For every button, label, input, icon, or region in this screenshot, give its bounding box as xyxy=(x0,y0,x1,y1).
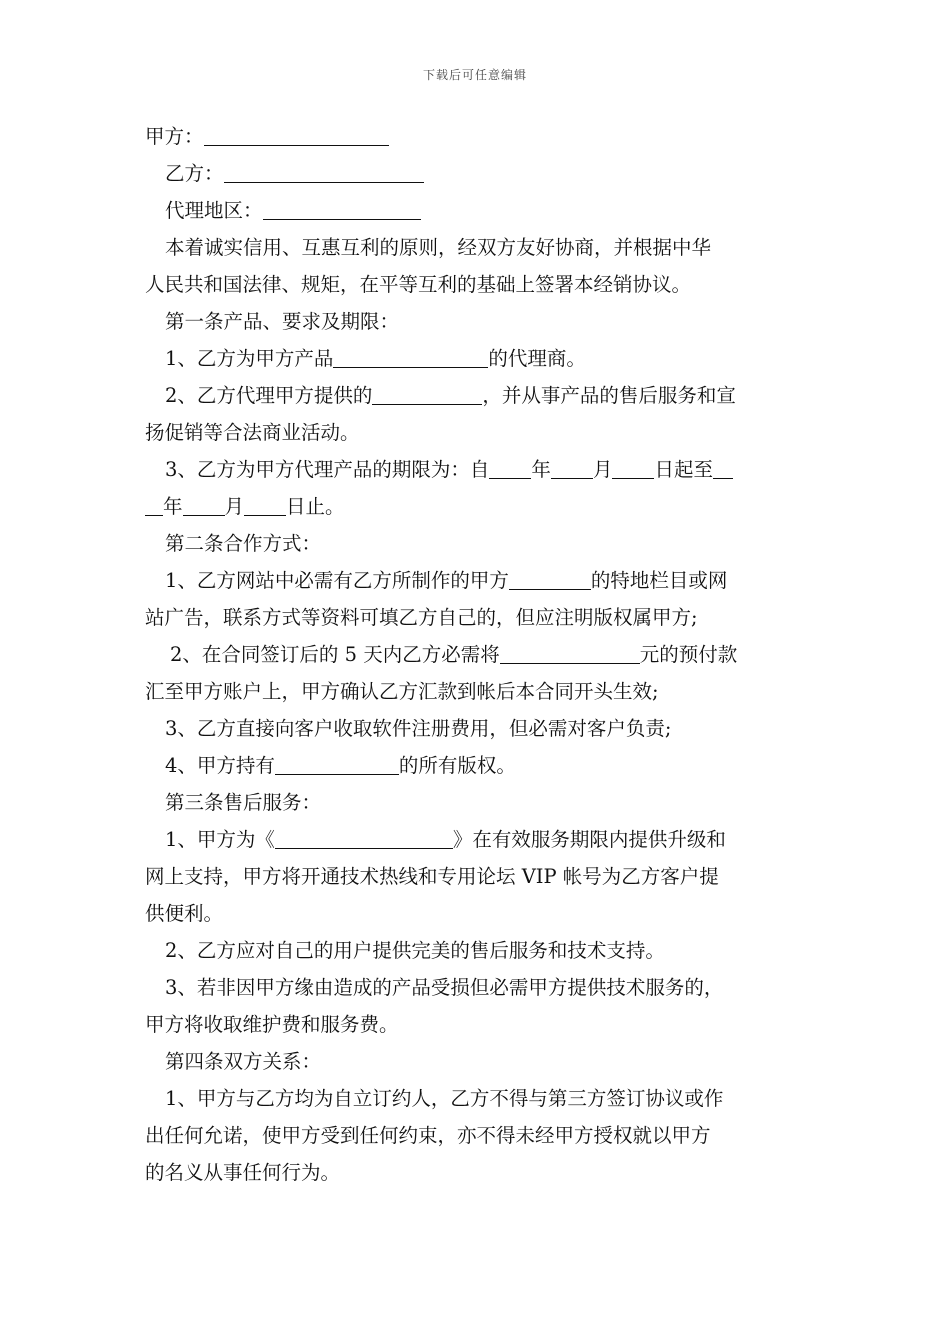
copyright-item-blank[interactable] xyxy=(275,752,399,775)
party-a-line xyxy=(145,118,810,155)
article-3-item-1 xyxy=(145,821,810,858)
text-segment: 年 xyxy=(531,458,551,481)
end-month-blank[interactable] xyxy=(183,493,225,516)
article-2-item-1 xyxy=(145,562,810,599)
text-segment: 4、甲方持有 xyxy=(165,754,275,777)
article-1-item-2-cont: 扬促销等合法商业活动。 xyxy=(145,421,360,444)
article-2-item-4 xyxy=(145,747,810,784)
text-segment: 》在有效服务期限内提供升级和 xyxy=(452,828,726,851)
article-3-item-1-cont-1: 网上支持，甲方将开通技术热线和专用论坛 VIP 帐号为乙方客户提 xyxy=(145,865,719,888)
party-b-blank[interactable] xyxy=(224,160,424,183)
text-segment: 1、甲方为《 xyxy=(165,828,275,851)
party-a-label: 甲方： xyxy=(145,125,204,148)
party-b-line xyxy=(145,155,810,192)
text-segment: 1、乙方网站中必需有乙方所制作的甲方 xyxy=(165,569,509,592)
article-2-heading: 第二条合作方式： xyxy=(165,532,322,555)
article-1-item-1 xyxy=(145,340,810,377)
agency-region-blank[interactable] xyxy=(263,197,421,220)
article-2-item-2-cont: 汇至甲方账户上，甲方确认乙方汇款到帐后本合同开头生效; xyxy=(145,680,659,703)
text-segment: 3、乙方为甲方代理产品的期限为：自 xyxy=(165,458,490,481)
article-4-item-1: 1、甲方与乙方均为自立订约人，乙方不得与第三方签订协议或作 xyxy=(165,1087,724,1110)
article-1-heading: 第一条产品、要求及期限： xyxy=(165,310,400,333)
text-segment: 日起至 xyxy=(654,458,713,481)
start-month-blank[interactable] xyxy=(551,456,593,479)
article-4-item-1-cont-1: 出任何允诺，使甲方受到任何约束，亦不得未经甲方授权就以甲方 xyxy=(145,1124,711,1147)
article-4-item-1-cont-2: 的名义从事任何行为。 xyxy=(145,1161,341,1184)
end-day-blank[interactable] xyxy=(244,493,286,516)
agency-region-label: 代理地区： xyxy=(165,199,263,222)
article-3-heading: 第三条售后服务： xyxy=(165,791,322,814)
provided-item-blank[interactable] xyxy=(372,382,482,405)
article-1-item-3-cont xyxy=(145,488,810,525)
text-segment: 2、乙方代理甲方提供的 xyxy=(165,384,373,407)
article-3-item-3-cont: 甲方将收取维护费和服务费。 xyxy=(145,1013,399,1036)
contract-body xyxy=(145,118,810,1191)
article-2-item-1-cont: 站广告，联系方式等资料可填乙方自己的，但应注明版权属甲方; xyxy=(145,606,698,629)
text-segment: 的所有版权。 xyxy=(398,754,516,777)
article-1-item-2 xyxy=(145,377,810,414)
article-1-item-3 xyxy=(145,451,810,488)
text-segment: 月 xyxy=(592,458,613,481)
text-segment: ，并从事产品的售后服务和宣 xyxy=(482,384,736,407)
text-segment: 年 xyxy=(163,495,183,518)
text-segment: 月 xyxy=(224,495,245,518)
party-a-blank[interactable] xyxy=(204,123,389,146)
article-3-item-2: 2、乙方应对自己的用户提供完美的售后服务和技术支持。 xyxy=(165,939,665,962)
article-3-item-1-cont-2: 供便利。 xyxy=(145,902,224,925)
start-year-blank[interactable] xyxy=(489,456,531,479)
end-year-blank-part2[interactable] xyxy=(145,493,163,516)
article-2-item-2 xyxy=(145,636,810,673)
article-3-item-3: 3、若非因甲方缘由造成的产品受损但必需甲方提供技术服务的， xyxy=(165,976,724,999)
preamble-line-1: 本着诚实信用、互惠互利的原则，经双方友好协商，并根据中华 xyxy=(165,236,712,259)
text-segment: 1、乙方为甲方产品 xyxy=(165,347,334,370)
product-blank[interactable] xyxy=(333,345,488,368)
prepayment-amount-blank[interactable] xyxy=(500,641,640,664)
agency-region-line xyxy=(145,192,810,229)
page-header: 下载后可任意编辑 xyxy=(422,68,527,82)
preamble-line-2: 人民共和国法律、规矩，在平等互利的基础上签署本经销协议。 xyxy=(145,273,692,296)
text-segment: 日止。 xyxy=(286,495,345,518)
start-day-blank[interactable] xyxy=(612,456,654,479)
text-segment: 的代理商。 xyxy=(488,347,586,370)
article-4-heading: 第四条双方关系： xyxy=(165,1050,322,1073)
party-b-label: 乙方： xyxy=(165,162,224,185)
end-year-blank-part1[interactable] xyxy=(713,456,733,479)
article-2-item-3: 3、乙方直接向客户收取软件注册费用，但必需对客户负责; xyxy=(165,717,672,740)
party-a-column-blank[interactable] xyxy=(509,567,591,590)
text-segment: 2、在合同签订后的 5 天内乙方必需将 xyxy=(170,643,500,666)
text-segment: 的特地栏目或网 xyxy=(590,569,728,592)
product-name-blank[interactable] xyxy=(275,826,453,849)
text-segment: 元的预付款 xyxy=(639,643,738,666)
